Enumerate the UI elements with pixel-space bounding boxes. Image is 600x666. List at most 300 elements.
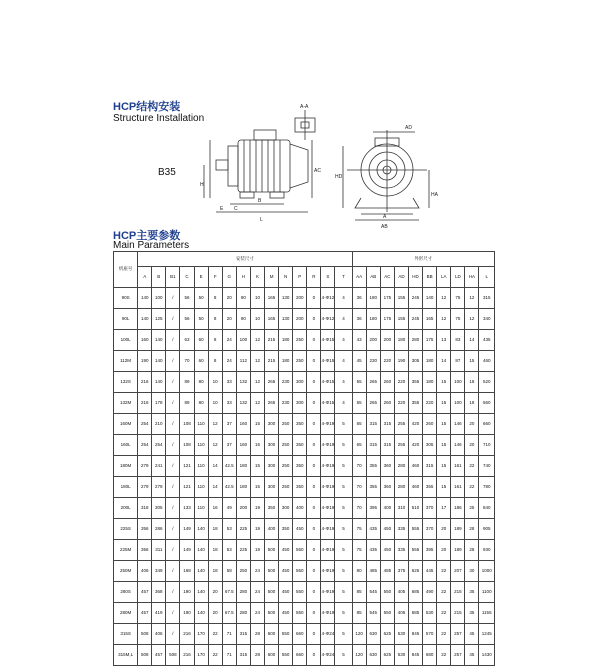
- table-column-header: F: [208, 267, 222, 288]
- table-cell: 406: [138, 561, 152, 582]
- table-cell: 685: [409, 603, 423, 624]
- table-cell: 355: [366, 477, 380, 498]
- table-cell: 286: [152, 519, 166, 540]
- table-cell: 400: [265, 519, 279, 540]
- table-cell: 5: [335, 561, 352, 582]
- table-row: [114, 309, 495, 330]
- table-cell: 435: [366, 519, 380, 540]
- table-cell: 370: [423, 498, 437, 519]
- dim-label-HA: HA: [431, 192, 438, 198]
- table-cell: 368: [152, 582, 166, 603]
- table-cell-model: 132M: [114, 393, 138, 414]
- table-cell: 30: [465, 561, 479, 582]
- table-cell-model: 132S: [114, 372, 138, 393]
- table-cell: 70: [352, 477, 366, 498]
- table-cell: 20: [222, 309, 236, 330]
- table-cell-model: 90L: [114, 309, 138, 330]
- table-row: [114, 540, 495, 561]
- table-cell: 660: [293, 624, 307, 645]
- table-column-header: AB: [366, 267, 380, 288]
- table-cell: 0: [307, 645, 321, 666]
- table-cell: 230: [279, 393, 293, 414]
- table-cell: 140: [152, 330, 166, 351]
- table-cell: 530: [423, 603, 437, 624]
- table-cell: 5: [335, 456, 352, 477]
- table-cell-model: 112M: [114, 351, 138, 372]
- table-cell: 100: [236, 330, 250, 351]
- table-cell: 405: [394, 603, 408, 624]
- table-cell: 25: [465, 498, 479, 519]
- table-cell: 4-Φ19: [321, 435, 335, 456]
- table-cell: 180: [279, 330, 293, 351]
- table-cell-model: 180M: [114, 456, 138, 477]
- table-cell: 180: [423, 351, 437, 372]
- table-cell: 600: [265, 645, 279, 666]
- table-cell: 22: [465, 456, 479, 477]
- table-cell: 215: [265, 330, 279, 351]
- table-cell: 190: [394, 351, 408, 372]
- table-cell: 110: [194, 498, 208, 519]
- table-cell: 60: [194, 351, 208, 372]
- table-cell: 930: [479, 540, 495, 561]
- table-cell: 12: [250, 351, 264, 372]
- table-cell: 508: [166, 645, 180, 666]
- table-cell: 4-Φ19: [321, 498, 335, 519]
- table-row: [114, 435, 495, 456]
- table-cell: 24: [250, 561, 264, 582]
- table-cell: 200: [380, 330, 394, 351]
- table-cell: 660: [479, 414, 495, 435]
- table-cell: 279: [152, 477, 166, 498]
- table-cell: 370: [423, 519, 437, 540]
- table-cell: 12: [208, 435, 222, 456]
- table-cell: 220: [394, 372, 408, 393]
- table-cell: 740: [479, 456, 495, 477]
- table-cell: 10: [250, 309, 264, 330]
- table-cell: 4-Φ12: [321, 309, 335, 330]
- table-cell: 420: [409, 414, 423, 435]
- table-cell: 12: [250, 393, 264, 414]
- table-cell: 450: [380, 540, 394, 561]
- table-cell: 450: [293, 519, 307, 540]
- table-cell: 4: [335, 330, 352, 351]
- table-cell: 146: [451, 414, 465, 435]
- table-cell: 15: [437, 414, 451, 435]
- table-cell: 160: [236, 414, 250, 435]
- table-cell: /: [166, 624, 180, 645]
- table-column-header: R: [307, 267, 321, 288]
- table-cell: 17: [437, 498, 451, 519]
- table-cell: 24: [222, 330, 236, 351]
- table-cell: 500: [265, 582, 279, 603]
- table-cell: 0: [307, 561, 321, 582]
- table-cell: 110: [194, 456, 208, 477]
- table-cell: 0: [307, 330, 321, 351]
- table-cell: 311: [152, 540, 166, 561]
- table-cell-model: 250M: [114, 561, 138, 582]
- table-cell: 350: [293, 414, 307, 435]
- table-cell: /: [166, 414, 180, 435]
- table-row: [114, 519, 495, 540]
- table-cell: 216: [138, 393, 152, 414]
- table-cell: 845: [409, 645, 423, 666]
- table-cell: 20: [437, 519, 451, 540]
- table-cell: 4: [335, 309, 352, 330]
- table-cell: 0: [307, 309, 321, 330]
- table-cell: 4-Φ19: [321, 540, 335, 561]
- table-cell: 250: [293, 351, 307, 372]
- table-column-header: LD: [451, 267, 465, 288]
- dim-label-AD: AD: [405, 125, 412, 131]
- dim-label-L: L: [260, 217, 263, 223]
- table-cell: 15: [465, 351, 479, 372]
- table-cell: 355: [423, 477, 437, 498]
- table-cell: 315: [366, 435, 380, 456]
- table-column-header: HD: [409, 267, 423, 288]
- table-cell: 15: [250, 414, 264, 435]
- table-cell: 160: [236, 435, 250, 456]
- table-cell: 780: [479, 477, 495, 498]
- table-cell: 279: [138, 477, 152, 498]
- dim-label-AB: AB: [381, 224, 388, 230]
- table-cell: 625: [380, 624, 394, 645]
- table-cell: 680: [423, 645, 437, 666]
- table-cell: 0: [307, 477, 321, 498]
- table-cell: 80: [194, 393, 208, 414]
- table-cell: 254: [138, 435, 152, 456]
- table-cell: 0: [307, 624, 321, 645]
- table-cell: 161: [451, 456, 465, 477]
- table-cell: 305: [152, 498, 166, 519]
- table-cell: 20: [465, 414, 479, 435]
- table-cell: 1000: [479, 561, 495, 582]
- table-cell: 36: [352, 288, 366, 309]
- table-cell: 4-Φ19: [321, 414, 335, 435]
- table-cell: 60: [194, 330, 208, 351]
- table-cell: 16: [208, 498, 222, 519]
- table-cell: 630: [366, 624, 380, 645]
- table-cell: 555: [409, 519, 423, 540]
- table-column-header: L: [479, 267, 495, 288]
- table-cell: 420: [409, 435, 423, 456]
- table-cell: 67.5: [222, 582, 236, 603]
- table-cell: 180: [366, 288, 380, 309]
- table-cell: 87: [451, 351, 465, 372]
- table-cell: 140: [138, 288, 152, 309]
- table-cell: 305: [423, 435, 437, 456]
- table-cell: 19: [250, 540, 264, 561]
- table-cell: 35: [465, 582, 479, 603]
- table-cell: 508: [138, 645, 152, 666]
- table-cell: 315: [236, 624, 250, 645]
- table-cell: 210: [152, 414, 166, 435]
- table-cell: 350: [265, 498, 279, 519]
- table-cell: 450: [279, 540, 293, 561]
- table-cell: 71: [222, 645, 236, 666]
- table-cell: 175: [423, 330, 437, 351]
- table-cell: 14: [465, 330, 479, 351]
- table-cell: 530: [394, 624, 408, 645]
- table-row: [114, 456, 495, 477]
- table-cell: 1100: [479, 582, 495, 603]
- table-cell: 255: [394, 414, 408, 435]
- table-cell: 22: [465, 477, 479, 498]
- table-cell: 149: [180, 519, 194, 540]
- table-cell: 22: [437, 645, 451, 666]
- table-cell: 520: [479, 372, 495, 393]
- table-cell: 5: [335, 603, 352, 624]
- table-cell: 89: [180, 393, 194, 414]
- table-cell: 22: [437, 582, 451, 603]
- table-cell: 230: [366, 351, 380, 372]
- table-cell: 220: [423, 393, 437, 414]
- table-cell: 15: [437, 435, 451, 456]
- table-cell: 630: [366, 645, 380, 666]
- table-cell: 20: [465, 435, 479, 456]
- table-cell: 12: [437, 288, 451, 309]
- table-cell: 300: [265, 456, 279, 477]
- table-cell: 170: [194, 645, 208, 666]
- table-cell: 220: [394, 393, 408, 414]
- table-cell: 140: [194, 603, 208, 624]
- table-cell: 280: [236, 582, 250, 603]
- table-cell: 530: [394, 645, 408, 666]
- table-cell: 180: [236, 477, 250, 498]
- table-cell: 14: [437, 351, 451, 372]
- table-cell: 500: [265, 540, 279, 561]
- table-group-outline: 外形尺寸: [352, 252, 494, 267]
- table-cell: /: [166, 477, 180, 498]
- table-cell: 1155: [479, 603, 495, 624]
- table-cell: 5: [335, 645, 352, 666]
- table-cell: 510: [409, 498, 423, 519]
- table-cell: 550: [293, 582, 307, 603]
- table-cell: 189: [451, 519, 465, 540]
- table-cell: 140: [152, 351, 166, 372]
- table-cell: 12: [437, 309, 451, 330]
- table-cell: 845: [409, 624, 423, 645]
- table-cell: 265: [366, 372, 380, 393]
- table-cell: 24: [222, 351, 236, 372]
- table-cell-model: 200L: [114, 498, 138, 519]
- table-cell: 108: [180, 414, 194, 435]
- table-cell: 170: [194, 624, 208, 645]
- table-cell: 315: [479, 288, 495, 309]
- table-cell: 260: [380, 372, 394, 393]
- table-row: [114, 624, 495, 645]
- table-column-header: AC: [380, 267, 394, 288]
- table-cell: 545: [366, 603, 380, 624]
- table-cell: 280: [394, 477, 408, 498]
- table-cell: 0: [307, 540, 321, 561]
- table-cell: 43: [352, 330, 366, 351]
- dim-label-C: C: [234, 206, 238, 212]
- table-cell: 419: [152, 603, 166, 624]
- table-cell: 355: [366, 456, 380, 477]
- params-title-cn: HCP主要参数: [113, 230, 181, 242]
- table-cell: 216: [180, 645, 194, 666]
- table-cell: 257: [451, 645, 465, 666]
- table-cell: 75: [352, 519, 366, 540]
- table-cell: 216: [138, 372, 152, 393]
- table-cell: 685: [409, 582, 423, 603]
- table-cell: 250: [279, 477, 293, 498]
- table-cell: 12: [465, 288, 479, 309]
- section-label: A-A: [300, 104, 309, 110]
- table-cell: 225: [236, 519, 250, 540]
- table-cell: 450: [279, 603, 293, 624]
- table-cell: 200: [293, 309, 307, 330]
- table-cell: 20: [222, 288, 236, 309]
- table-cell: 200: [366, 330, 380, 351]
- table-cell: 265: [265, 372, 279, 393]
- table-cell: 905: [479, 519, 495, 540]
- table-cell: 125: [152, 309, 166, 330]
- table-cell: 15: [437, 393, 451, 414]
- table-cell: 133: [180, 498, 194, 519]
- table-column-header: K: [250, 267, 264, 288]
- table-cell: 200: [236, 498, 250, 519]
- table-cell-model: 90S: [114, 288, 138, 309]
- table-cell: 4-Φ19: [321, 477, 335, 498]
- table-cell: 90: [236, 288, 250, 309]
- table-cell-model: 280S: [114, 582, 138, 603]
- table-cell: 22: [208, 645, 222, 666]
- table-cell: 42.5: [222, 477, 236, 498]
- table-cell: 49: [222, 498, 236, 519]
- table-cell: 215: [265, 351, 279, 372]
- structure-title-en: Structure Installation: [113, 113, 205, 124]
- table-cell: 85: [352, 582, 366, 603]
- table-cell: 450: [380, 519, 394, 540]
- table-cell-model: 225S: [114, 519, 138, 540]
- table-cell: /: [166, 456, 180, 477]
- table-cell: 5: [335, 435, 352, 456]
- table-cell: 28: [250, 645, 264, 666]
- dim-label-B: B: [258, 198, 262, 204]
- table-cell: 140: [194, 561, 208, 582]
- table-cell: 146: [451, 435, 465, 456]
- table-row: [114, 330, 495, 351]
- table-cell: 120: [352, 645, 366, 666]
- table-cell: /: [166, 330, 180, 351]
- table-column-header: C: [180, 267, 194, 288]
- table-cell: 220: [380, 351, 394, 372]
- table-cell: 8: [208, 330, 222, 351]
- table-cell: 457: [152, 645, 166, 666]
- table-cell: 180: [279, 351, 293, 372]
- table-cell: 149: [180, 540, 194, 561]
- table-cell: 160: [138, 330, 152, 351]
- table-cell: 70: [180, 351, 194, 372]
- table-cell: 22: [437, 603, 451, 624]
- table-cell: 254: [152, 435, 166, 456]
- table-cell: 28: [465, 540, 479, 561]
- table-cell: 55: [352, 393, 366, 414]
- table-cell: 4-Φ15: [321, 351, 335, 372]
- table-cell: 33: [222, 372, 236, 393]
- table-cell: 225: [236, 540, 250, 561]
- table-cell: 555: [409, 540, 423, 561]
- table-cell: 340: [479, 309, 495, 330]
- table-cell: 50: [194, 288, 208, 309]
- table-cell: /: [166, 288, 180, 309]
- params-title-en: Main Parameters: [113, 240, 190, 251]
- table-cell-model: 100L: [114, 330, 138, 351]
- table-cell: 400: [293, 498, 307, 519]
- motor-front-view-drawing: [335, 120, 445, 232]
- table-cell: 0: [307, 603, 321, 624]
- table-cell: 545: [366, 582, 380, 603]
- table-cell: 5: [335, 582, 352, 603]
- table-cell: 400: [380, 498, 394, 519]
- table-cell: 215: [451, 603, 465, 624]
- table-cell: 12: [250, 372, 264, 393]
- table-cell: 132: [236, 393, 250, 414]
- table-column-header: T: [335, 267, 352, 288]
- table-cell: 22: [208, 624, 222, 645]
- table-cell: 14: [208, 456, 222, 477]
- table-cell: 18: [208, 519, 222, 540]
- table-cell: 1430: [479, 645, 495, 666]
- table-cell: 5: [335, 477, 352, 498]
- table-cell: 42.5: [222, 456, 236, 477]
- table-cell: 4-Φ15: [321, 330, 335, 351]
- table-cell: 360: [380, 456, 394, 477]
- table-cell: 18: [208, 540, 222, 561]
- table-cell: 80: [352, 561, 366, 582]
- table-row: [114, 561, 495, 582]
- table-cell: 8: [208, 351, 222, 372]
- table-cell: 254: [138, 414, 152, 435]
- table-group-install: 安装尺寸: [138, 252, 352, 267]
- table-cell: 335: [394, 519, 408, 540]
- table-cell: 56: [180, 309, 194, 330]
- table-column-header: G: [222, 267, 236, 288]
- dim-label-HD: HD: [335, 174, 343, 180]
- table-cell: 4-Φ19: [321, 561, 335, 582]
- main-parameters-table: [113, 251, 495, 666]
- table-cell: 10: [208, 372, 222, 393]
- table-cell: 250: [293, 330, 307, 351]
- table-cell: 490: [423, 582, 437, 603]
- table-cell: 265: [366, 393, 380, 414]
- table-cell: 121: [180, 456, 194, 477]
- table-cell: 100: [451, 393, 465, 414]
- table-cell: 4: [335, 288, 352, 309]
- table-column-header: N: [279, 267, 293, 288]
- table-cell: 180: [366, 309, 380, 330]
- table-cell: 0: [307, 372, 321, 393]
- table-column-header: M: [265, 267, 279, 288]
- table-cell: 100: [451, 372, 465, 393]
- table-cell: 4-Φ19: [321, 582, 335, 603]
- table-cell: 315: [236, 645, 250, 666]
- table-cell: 560: [479, 393, 495, 414]
- table-cell: 15: [250, 477, 264, 498]
- table-cell: 130: [279, 309, 293, 330]
- table-cell: 55: [352, 372, 366, 393]
- table-cell: 63: [180, 330, 194, 351]
- table-cell: 56: [180, 288, 194, 309]
- table-cell: 190: [138, 351, 152, 372]
- table-cell: 245: [409, 309, 423, 330]
- table-cell: 625: [409, 561, 423, 582]
- table-cell: 168: [180, 561, 194, 582]
- table-cell: 335: [394, 540, 408, 561]
- table-cell: 375: [394, 561, 408, 582]
- table-row: [114, 498, 495, 519]
